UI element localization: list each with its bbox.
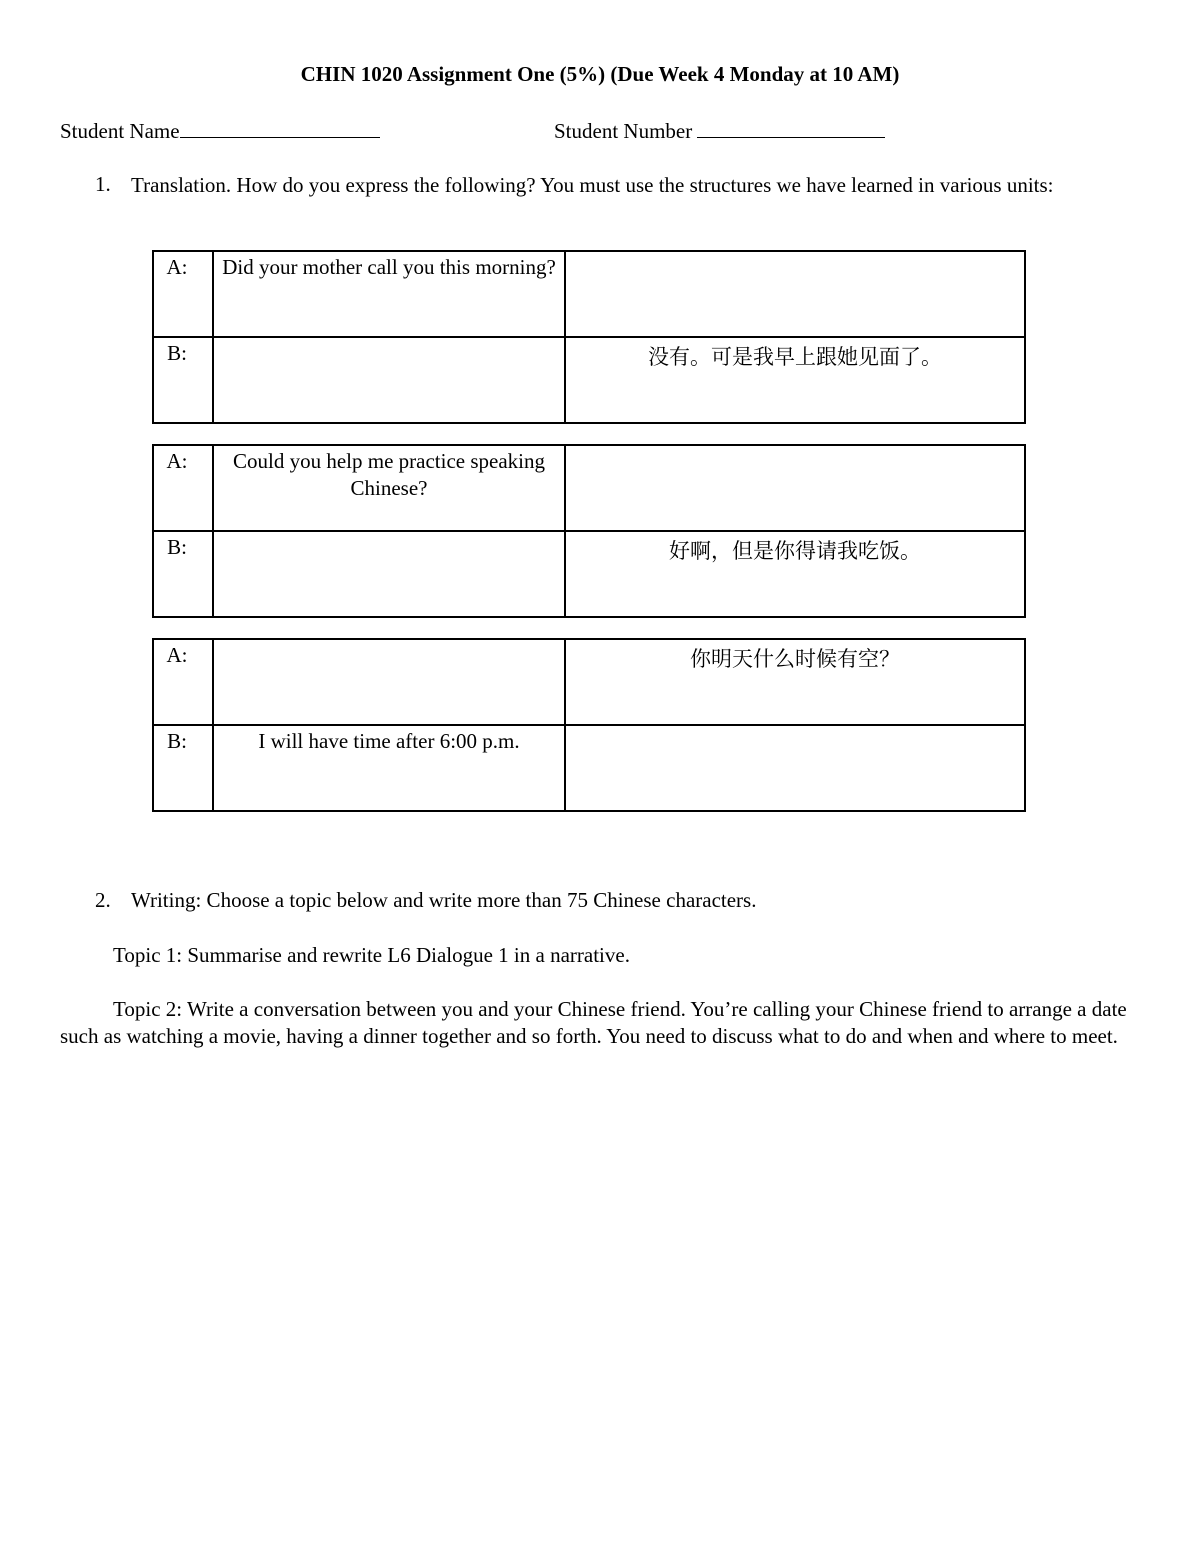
- translation-table-2: [152, 444, 1026, 618]
- question-1-text: Translation. How do you express the following? You must use the structures we have learned in various units:: [131, 173, 1054, 197]
- speaker-label: A:: [153, 251, 213, 337]
- student-number-blank[interactable]: [697, 117, 885, 138]
- table-row: [153, 445, 1025, 531]
- question-2-number: 2.: [95, 888, 111, 912]
- chinese-cell: 没有。可是我早上跟她见面了。: [565, 337, 1025, 423]
- speaker-label: A:: [153, 639, 213, 725]
- chinese-cell: 你明天什么时候有空？: [565, 639, 1025, 725]
- student-name-label: Student Name: [60, 119, 180, 143]
- answer-cell[interactable]: [565, 251, 1025, 337]
- student-number-label: Student Number: [554, 119, 693, 143]
- answer-cell[interactable]: [213, 531, 565, 617]
- topic-1-text: Topic 1: Summarise and rewrite L6 Dialogue 1 in a narrative.: [113, 943, 630, 967]
- speaker-label: A:: [153, 445, 213, 531]
- english-cell: Did your mother call you this morning?: [213, 251, 565, 337]
- answer-cell[interactable]: [213, 337, 565, 423]
- student-name-field[interactable]: [60, 117, 380, 144]
- student-name-blank[interactable]: [180, 117, 380, 138]
- table-row: [153, 725, 1025, 811]
- speaker-label: B:: [153, 531, 213, 617]
- speaker-label: B:: [153, 725, 213, 811]
- student-number-field[interactable]: [554, 117, 885, 144]
- page-title: CHIN 1020 Assignment One (5%) (Due Week 4 Monday at 10 AM): [300, 62, 900, 86]
- question-2-text: Writing: Choose a topic below and write more than 75 Chinese characters.: [131, 888, 757, 912]
- translation-table-3: [152, 638, 1026, 812]
- answer-cell[interactable]: [565, 725, 1025, 811]
- answer-cell[interactable]: [565, 445, 1025, 531]
- english-cell: I will have time after 6:00 p.m.: [213, 725, 565, 811]
- table-row: [153, 251, 1025, 337]
- question-1-number: 1.: [95, 172, 111, 196]
- table-row: [153, 337, 1025, 423]
- table-row: [153, 639, 1025, 725]
- topic-2-text: Topic 2: Write a conversation between you and your Chinese friend. You’re calling your Chinese friend to arrange a date such as watching a movie, having a dinner together and so forth. You need to discuss what to do and when and where to meet.: [60, 997, 1127, 1048]
- english-cell: Could you help me practice speaking Chinese?: [213, 445, 565, 531]
- table-row: [153, 531, 1025, 617]
- speaker-label: B:: [153, 337, 213, 423]
- answer-cell[interactable]: [213, 639, 565, 725]
- chinese-cell: 好啊，但是你得请我吃饭。: [565, 531, 1025, 617]
- translation-table-1: [152, 250, 1026, 424]
